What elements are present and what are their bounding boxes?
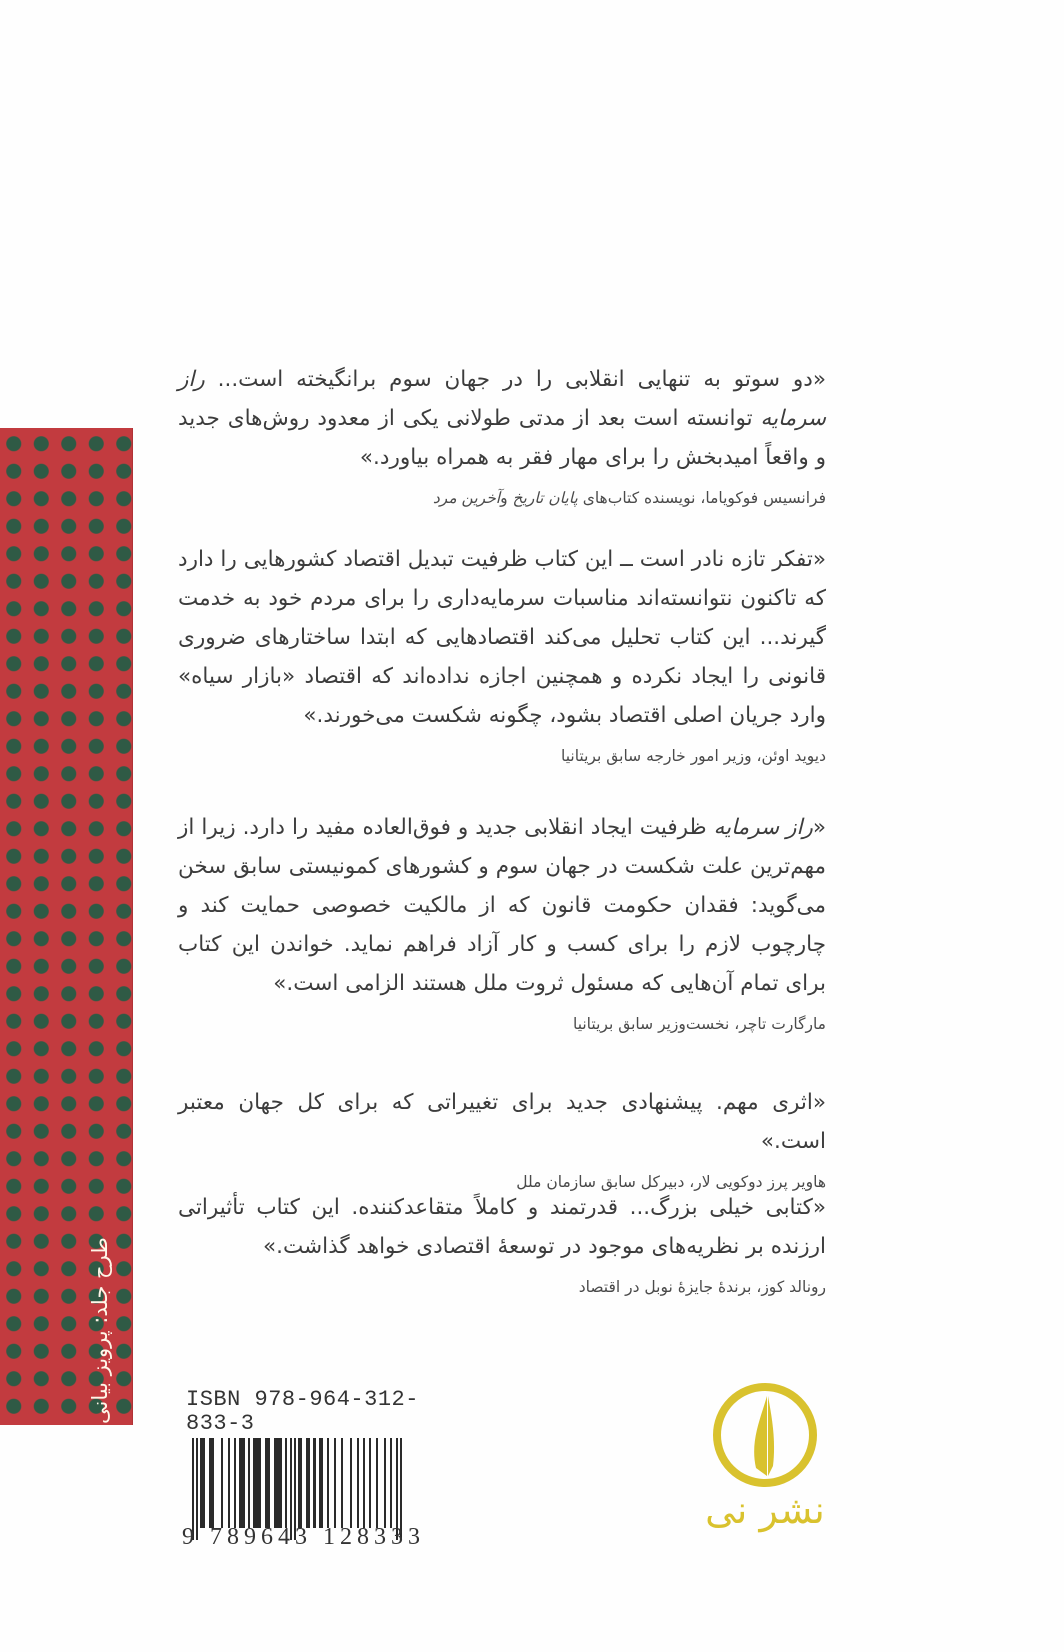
publisher-name: نشر نی — [705, 1488, 825, 1532]
isbn-label: ISBN 978-964-312-833-3 — [186, 1387, 419, 1436]
quote-text: «تفکر تازه نادر است ــ این کتاب ظرفیت تبدیل اقتصاد کشورهایی را دارد که تاکنون نتوانسته‌اند مناسبات سرمایه‌داری را برای مردم خود به خدمت گیرند... این کتاب تحلیل می‌کند اقتصادهایی که ابتدا ساختارهای ضروری قانونی را ایجاد نکرده و همچنین اجازه نداده‌اند که اقتصاد «بازار سیاه» وارد جریان اصلی اقتصاد بشود، چگونه شکست می‌خورند.» — [178, 547, 826, 728]
quote-text: «دو سوتو به تنهایی انقلابی را در جهان سوم برانگیخته است... راز سرمایه توانسته است بعد از مدتی طولانی یکی از معدود روش‌های جدید و واقعاً امیدبخش را برای مهار فقر به همراه بیاورد.» — [178, 367, 826, 470]
quote-block-2 — [178, 540, 826, 765]
quote-block-4 — [178, 1083, 826, 1191]
cover-design-credit: طرح جلد: پرویز بیانی — [88, 1237, 112, 1424]
quote-text: «راز سرمایه ظرفیت ایجاد انقلابی جدید و فوق‌العاده مفید را دارد. زیرا از مهم‌ترین علت شکست در جهان سوم و کشورهای کمونیستی سابق سخن می‌گوید: فقدان حکومت قانون که از مالکیت خصوصی حمایت کند و چارچوب لازم را برای کسب و کار آزاد فراهم نماید. خواندن این کتاب برای تمام آن‌هایی که مسئول ثروت ملل هستند الزامی است.» — [178, 815, 826, 996]
book-title-italic: راز سرمایه — [713, 815, 813, 840]
barcode-digits: 9 789643 128333 — [182, 1524, 425, 1550]
quote-block-1 — [178, 360, 826, 507]
book-title-italic: راز سرمایه — [178, 367, 826, 431]
quote-block-5 — [178, 1188, 826, 1296]
quote-attribution: هاویر پرز دوکویی لار، دبیرکل سابق سازمان ملل — [516, 1173, 826, 1191]
quote-attribution: دیوید اوئن، وزیر امور خارجه سابق بریتانیا — [560, 747, 826, 765]
quote-text: «کتابی خیلی بزرگ... قدرتمند و کاملاً متقاعدکننده. این کتاب تأثیراتی ارزنده بر نظریه‌های موجود در توسعهٔ اقتصادی خواهد گذاشت.» — [178, 1195, 826, 1259]
quote-block-3 — [178, 808, 826, 1033]
quote-attribution: فرانسیس فوکویاما، نویسنده کتاب‌های پایان تاریخ وآخرین مرد — [432, 489, 826, 507]
quote-text: «اثری مهم. پیشنهادی جدید برای تغییراتی که برای کل جهان معتبر است.» — [178, 1090, 826, 1154]
quote-attribution: مارگارت تاچر، نخست‌وزیر سابق بریتانیا — [572, 1015, 826, 1033]
quote-attribution: رونالد کوز، برندهٔ جایزهٔ نوبل در اقتصاد — [578, 1278, 826, 1296]
isbn-barcode — [182, 1388, 452, 1551]
reed-leaf-in-circle-icon — [710, 1380, 820, 1490]
